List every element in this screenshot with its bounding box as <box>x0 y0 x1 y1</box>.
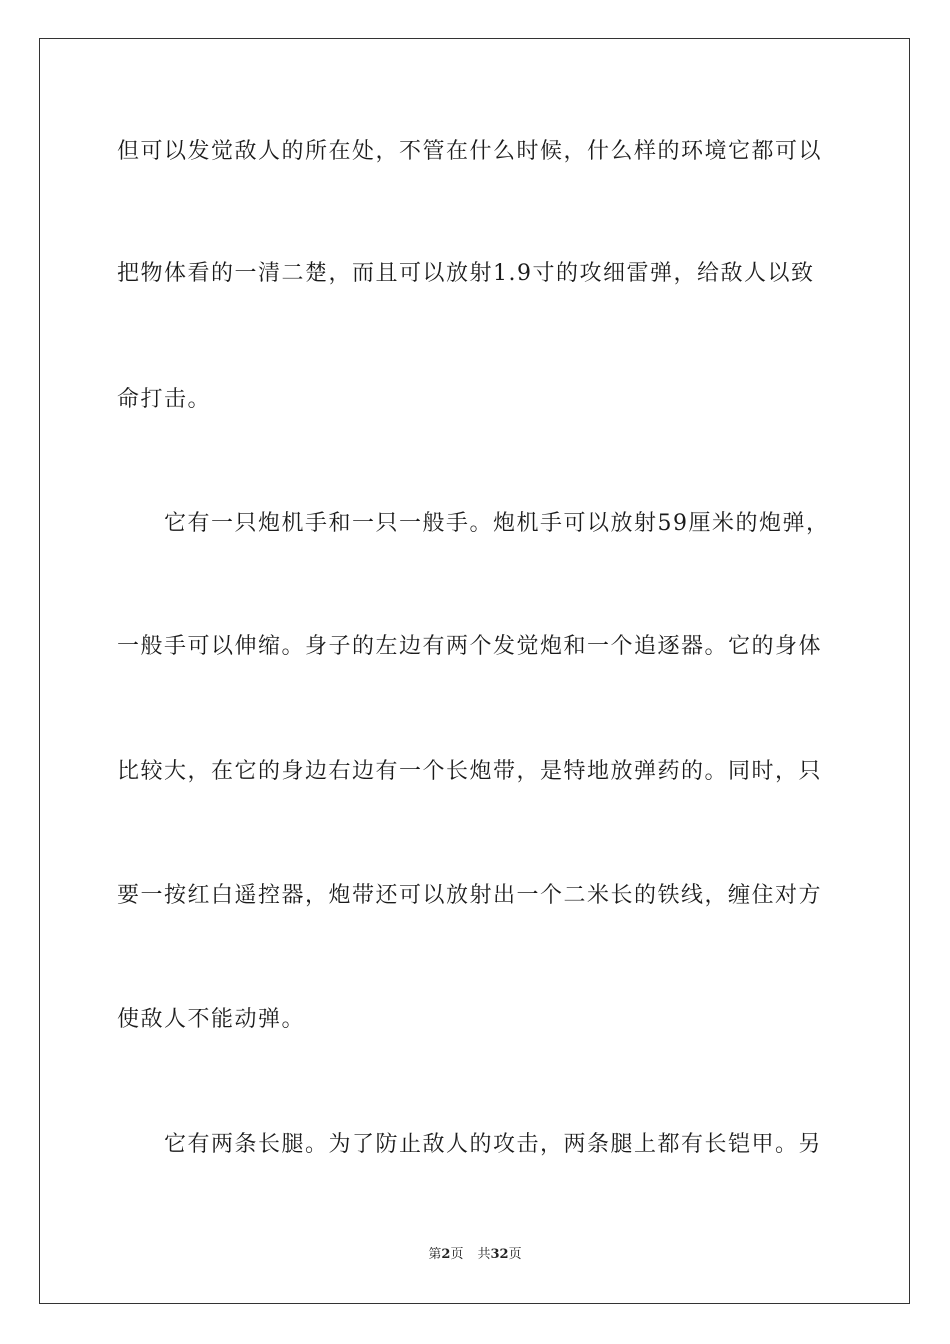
total-pages-label: 共32页 <box>477 1247 522 1262</box>
body-text-line: 它有两条长腿。为了防止敌人的攻击，两条腿上都有长铠甲。另 <box>117 1132 823 1157</box>
body-text-line: 它有一只炮机手和一只一般手。炮机手可以放射59厘米的炮弹， <box>117 511 830 536</box>
body-text-line: 命打击。 <box>117 387 212 412</box>
body-text-line: 要一按红白遥控器，炮带还可以放射出一个二米长的铁线，缠住对方 <box>117 883 823 908</box>
body-text-line: 比较大，在它的身边右边有一个长炮带，是特地放弹药的。同时，只 <box>117 759 823 784</box>
page-label: 第2页 <box>428 1247 464 1262</box>
body-text-line: 使敌人不能动弹。 <box>117 1007 306 1032</box>
page-frame <box>39 38 910 1304</box>
total-pages-number: 32 <box>490 1247 509 1262</box>
page-footer <box>0 1246 950 1264</box>
page-number: 2 <box>441 1247 451 1262</box>
body-text-line: 但可以发觉敌人的所在处，不管在什么时候，什么样的环境它都可以 <box>117 139 823 164</box>
body-text-line: 一般手可以伸缩。身子的左边有两个发觉炮和一个追逐器。它的身体 <box>117 634 823 659</box>
body-text-line: 把物体看的一清二楚，而且可以放射1.9寸的攻细雷弹，给敌人以致 <box>117 261 815 286</box>
